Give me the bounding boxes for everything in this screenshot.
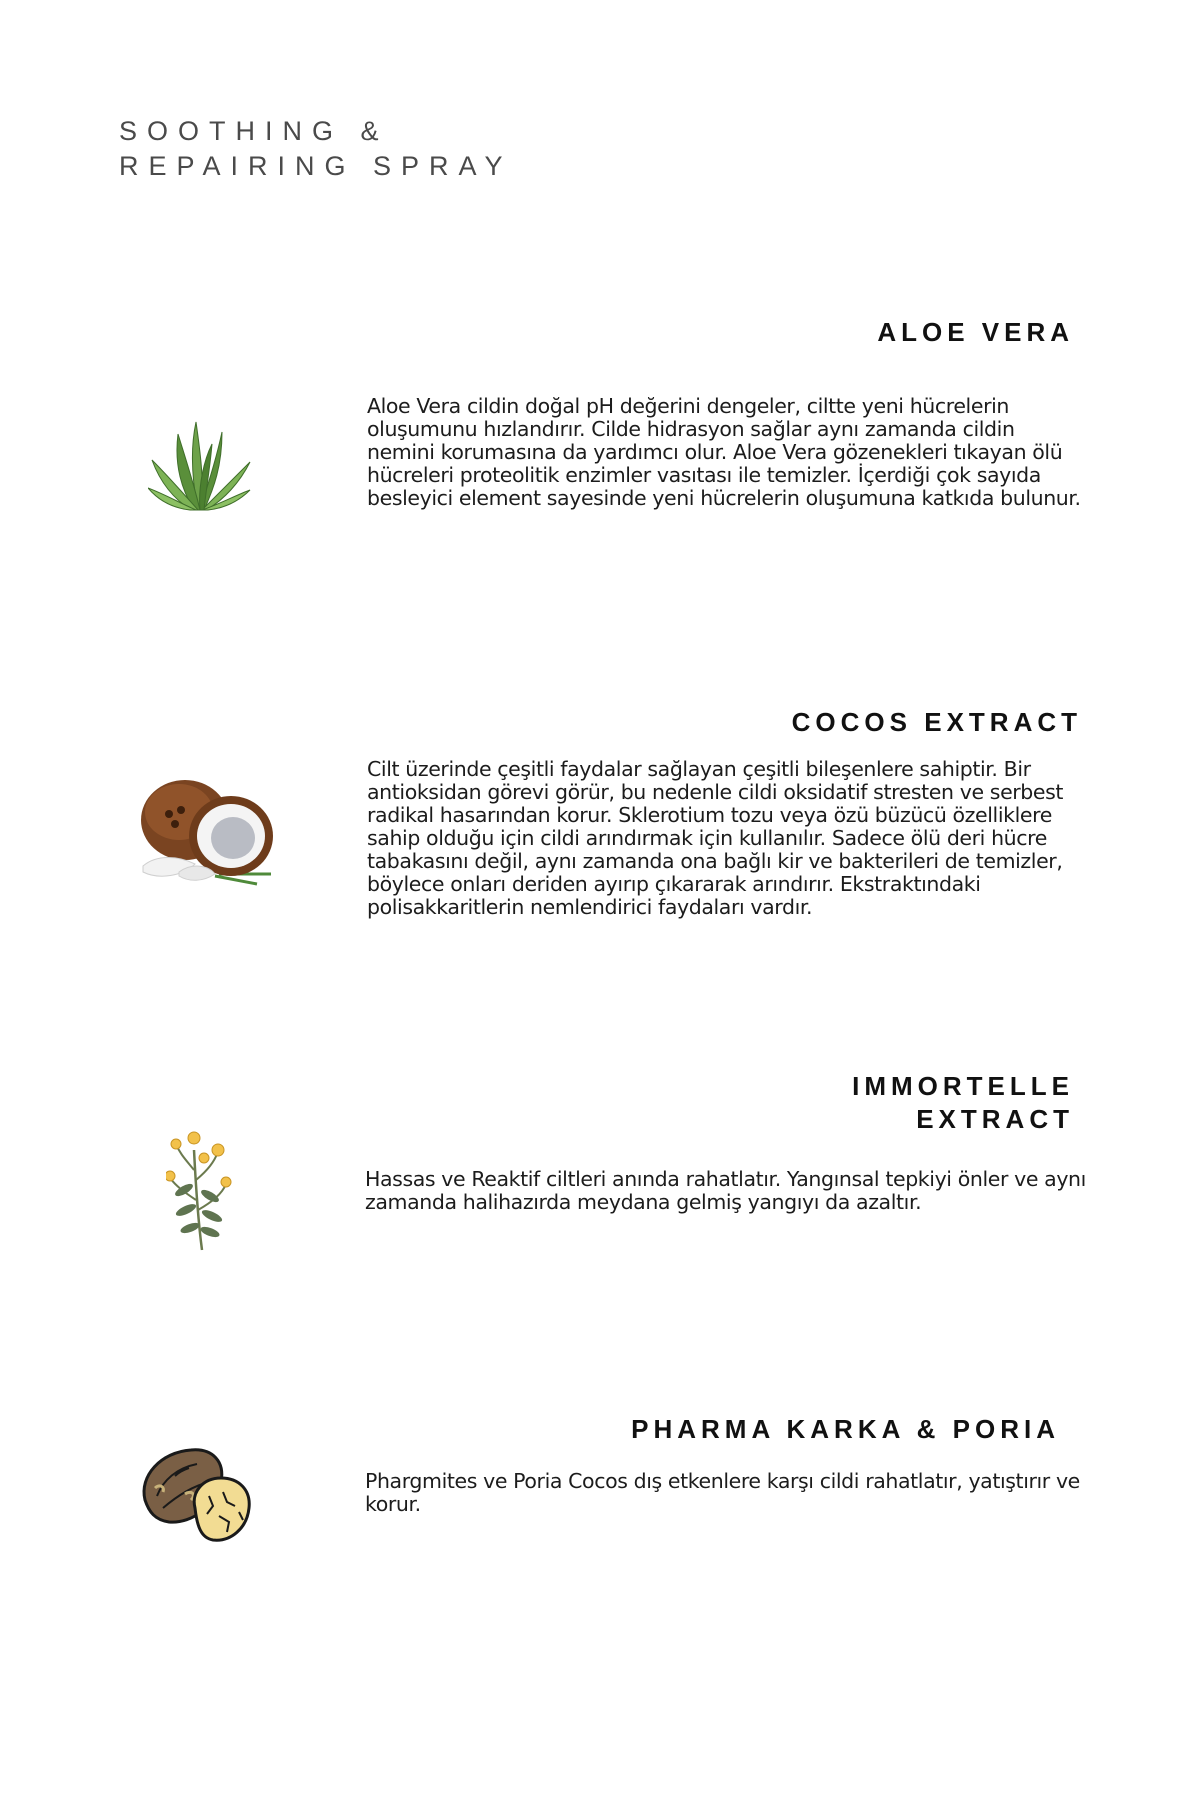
ingredient-title: PHARMA KARKA & PORIA (631, 1414, 1060, 1444)
ingredient-description: Cilt üzerinde çeşitli faydalar sağlayan çeşitli bileşenlere sahiptir. Bir antioksidan görevi görür, bu nedenle cildi oksidatif stresten ve serbest radikal hasarından korur. Sklerotium tozu veya özü büzücü özelliklere sahip olduğu için cildi arındırmak için kullanılır. Sadece ölü deri hücre tabakasını değil, aynı zamanda ona bağlı kir ve bakterileri de temizler, böylece onları deriden ayırıp çıkararak arındırır. Ekstraktındaki polisakkaritlerin nemlendirici faydaları vardır. (367, 757, 1064, 919)
ingredient-title-line-1: IMMORTELLE (852, 1071, 1074, 1101)
coconut-icon (139, 776, 277, 886)
ingredient-description: Aloe Vera cildin doğal pH değerini dengeler, ciltte yeni hücrelerin oluşumunu hızlandırır. Cilde hidrasyon sağlar aynı zamanda cildin nemini korumasına da yardımcı olur. Aloe Vera gözenekleri tıkayan ölü hücreleri proteolitik enzimler vasıtası ile temizler. İçerdiği çok sayıda besleyici element sayesinde yeni hücrelerin oluşumuna katkıda bulunur. (367, 394, 1081, 510)
poria-mushroom-icon (139, 1446, 253, 1546)
ingredient-title: ALOE VERA (877, 317, 1074, 347)
ingredient-title: COCOS EXTRACT (791, 707, 1082, 737)
ingredient-title (852, 1070, 1074, 1136)
page-title-line-1: SOOTHING & (119, 116, 389, 146)
page-title (119, 114, 513, 184)
page-title-line-2: REPAIRING SPRAY (119, 151, 513, 181)
immortelle-flower-icon (166, 1130, 232, 1252)
ingredient-title-line-2: EXTRACT (916, 1104, 1074, 1134)
ingredient-description: Hassas ve Reaktif ciltleri anında rahatlatır. Yangınsal tepkiyi önler ve aynı zamanda halihazırda meydana gelmiş yangıyı da azaltır. (365, 1167, 1086, 1214)
ingredient-description: Phargmites ve Poria Cocos dış etkenlere karşı cildi rahatlatır, yatıştırır ve korur. (365, 1469, 1080, 1516)
aloe-vera-icon (148, 420, 252, 512)
